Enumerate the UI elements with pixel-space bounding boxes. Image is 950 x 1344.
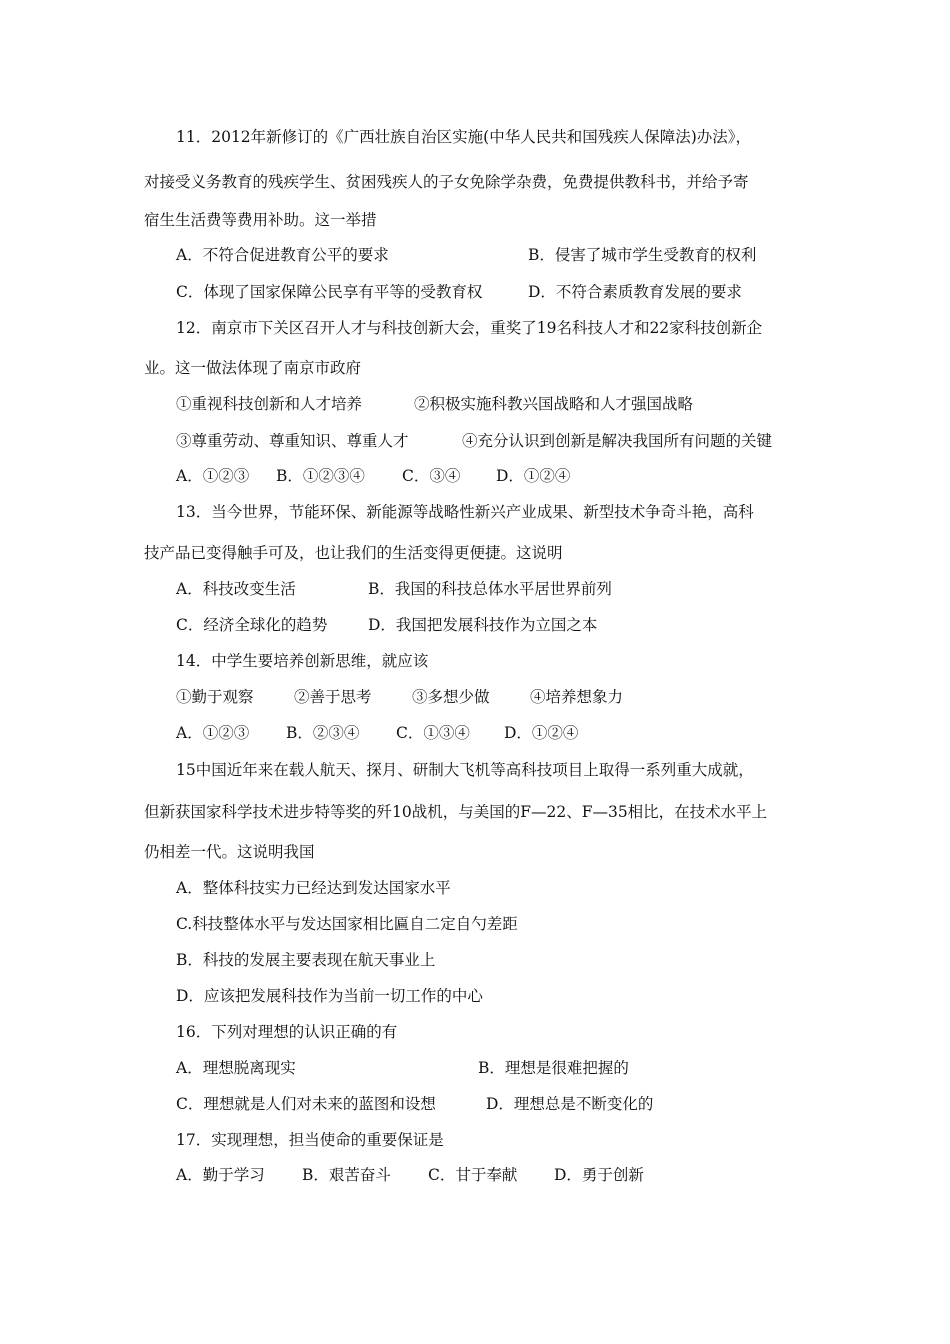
question-12-option-d: D．①②④ [496, 467, 571, 485]
question-12-item-4: ④充分认识到创新是解决我国所有问题的关键 [462, 432, 773, 450]
question-11-option-d: D．不符合素质教育发展的要求 [528, 283, 742, 301]
question-15-option-b: B．科技的发展主要表现在航天事业上 [176, 951, 436, 969]
question-16-option-d: D．理想总是不断变化的 [486, 1095, 654, 1113]
question-17-option-d: D．勇于创新 [554, 1166, 644, 1184]
question-12-item-1: ①重视科技创新和人才培养 [176, 395, 363, 413]
question-17-stem-line-1: 17．实现理想，担当使命的重要保证是 [176, 1131, 444, 1149]
question-12-option-b: B．①②③④ [276, 467, 365, 485]
question-16-option-c: C．理想就是人们对未来的蓝图和设想 [176, 1095, 436, 1113]
question-13-option-b: B．我国的科技总体水平居世界前列 [368, 580, 612, 598]
question-14-item-1: ①勤于观察 [176, 688, 254, 706]
question-14-item-3: ③多想少做 [412, 688, 490, 706]
question-12-stem-line-1: 12．南京市下关区召开人才与科技创新大会，重奖了19名科技人才和22家科技创新企 [176, 319, 763, 337]
question-17-option-c: C．甘于奉献 [428, 1166, 518, 1184]
question-13-option-c: C．经济全球化的趋势 [176, 616, 328, 634]
question-14-option-a: A．①②③ [176, 724, 250, 742]
question-17-option-b: B．艰苦奋斗 [302, 1166, 391, 1184]
question-16-option-b: B．理想是很难把握的 [478, 1059, 629, 1077]
question-15-stem-line-2: 但新获国家科学技术进步特等奖的歼10战机，与美国的F—22、F—35相比，在技术水平上 [144, 803, 768, 821]
question-13-stem-line-2: 技产品已变得触手可及，也让我们的生活变得更便捷。这说明 [144, 544, 563, 562]
question-12-stem-line-2: 业。这一做法体现了南京市政府 [144, 359, 362, 377]
question-13-option-a: A．科技改变生活 [176, 580, 296, 598]
question-14-stem-line-1: 14．中学生要培养创新思维，就应该 [176, 652, 429, 670]
question-11-option-c: C．体现了国家保障公民享有平等的受教育权 [176, 283, 483, 301]
question-11-stem-line-1: 11．2012年新修订的《广西壮族自治区实施(中华人民共和国残疾人保障法)办法》， [176, 128, 752, 146]
question-16-stem-line-1: 16．下列对理想的认识正确的有 [176, 1023, 398, 1041]
question-12-item-3: ③尊重劳动、尊重知识、尊重人才 [176, 432, 409, 450]
question-14-item-2: ②善于思考 [294, 688, 372, 706]
question-14-option-d: D．①②④ [504, 724, 579, 742]
question-15-option-d: D．应该把发展科技作为当前一切工作的中心 [176, 987, 483, 1005]
question-13-stem-line-1: 13．当今世界，节能环保、新能源等战略性新兴产业成果、新型技术争奇斗艳，高科 [176, 503, 754, 521]
question-15-option-a: A．整体科技实力已经达到发达国家水平 [176, 879, 451, 897]
question-12-item-2: ②积极实施科教兴国战略和人才强国战略 [414, 395, 694, 413]
question-15-stem-line-3: 仍相差一代。这说明我国 [144, 843, 315, 861]
question-11-option-a: A．不符合促进教育公平的要求 [176, 246, 389, 264]
question-17-option-a: A．勤于学习 [176, 1166, 265, 1184]
question-11-option-b: B．侵害了城市学生受教育的权利 [528, 246, 757, 264]
question-12-option-c: C．③④ [402, 467, 461, 485]
question-15-stem-line-1: 15中国近年来在载人航天、探月、研制大飞机等高科技项目上取得一系列重大成就， [176, 761, 754, 779]
question-14-item-4: ④培养想象力 [530, 688, 624, 706]
question-11-stem-line-3: 宿生生活费等费用补助。这一举措 [144, 211, 377, 229]
question-13-option-d: D．我国把发展科技作为立国之本 [368, 616, 598, 634]
question-15-option-c: C.科技整体水平与发达国家相比匾自二定自勺差距 [176, 915, 518, 933]
question-14-option-c: C．①③④ [396, 724, 470, 742]
question-12-option-a: A．①②③ [176, 467, 250, 485]
question-16-option-a: A．理想脱离现实 [176, 1059, 296, 1077]
question-14-option-b: B．②③④ [286, 724, 360, 742]
question-11-stem-line-2: 对接受义务教育的残疾学生、贫困残疾人的子女免除学杂费，免费提供教科书，并给予寄 [144, 173, 749, 191]
